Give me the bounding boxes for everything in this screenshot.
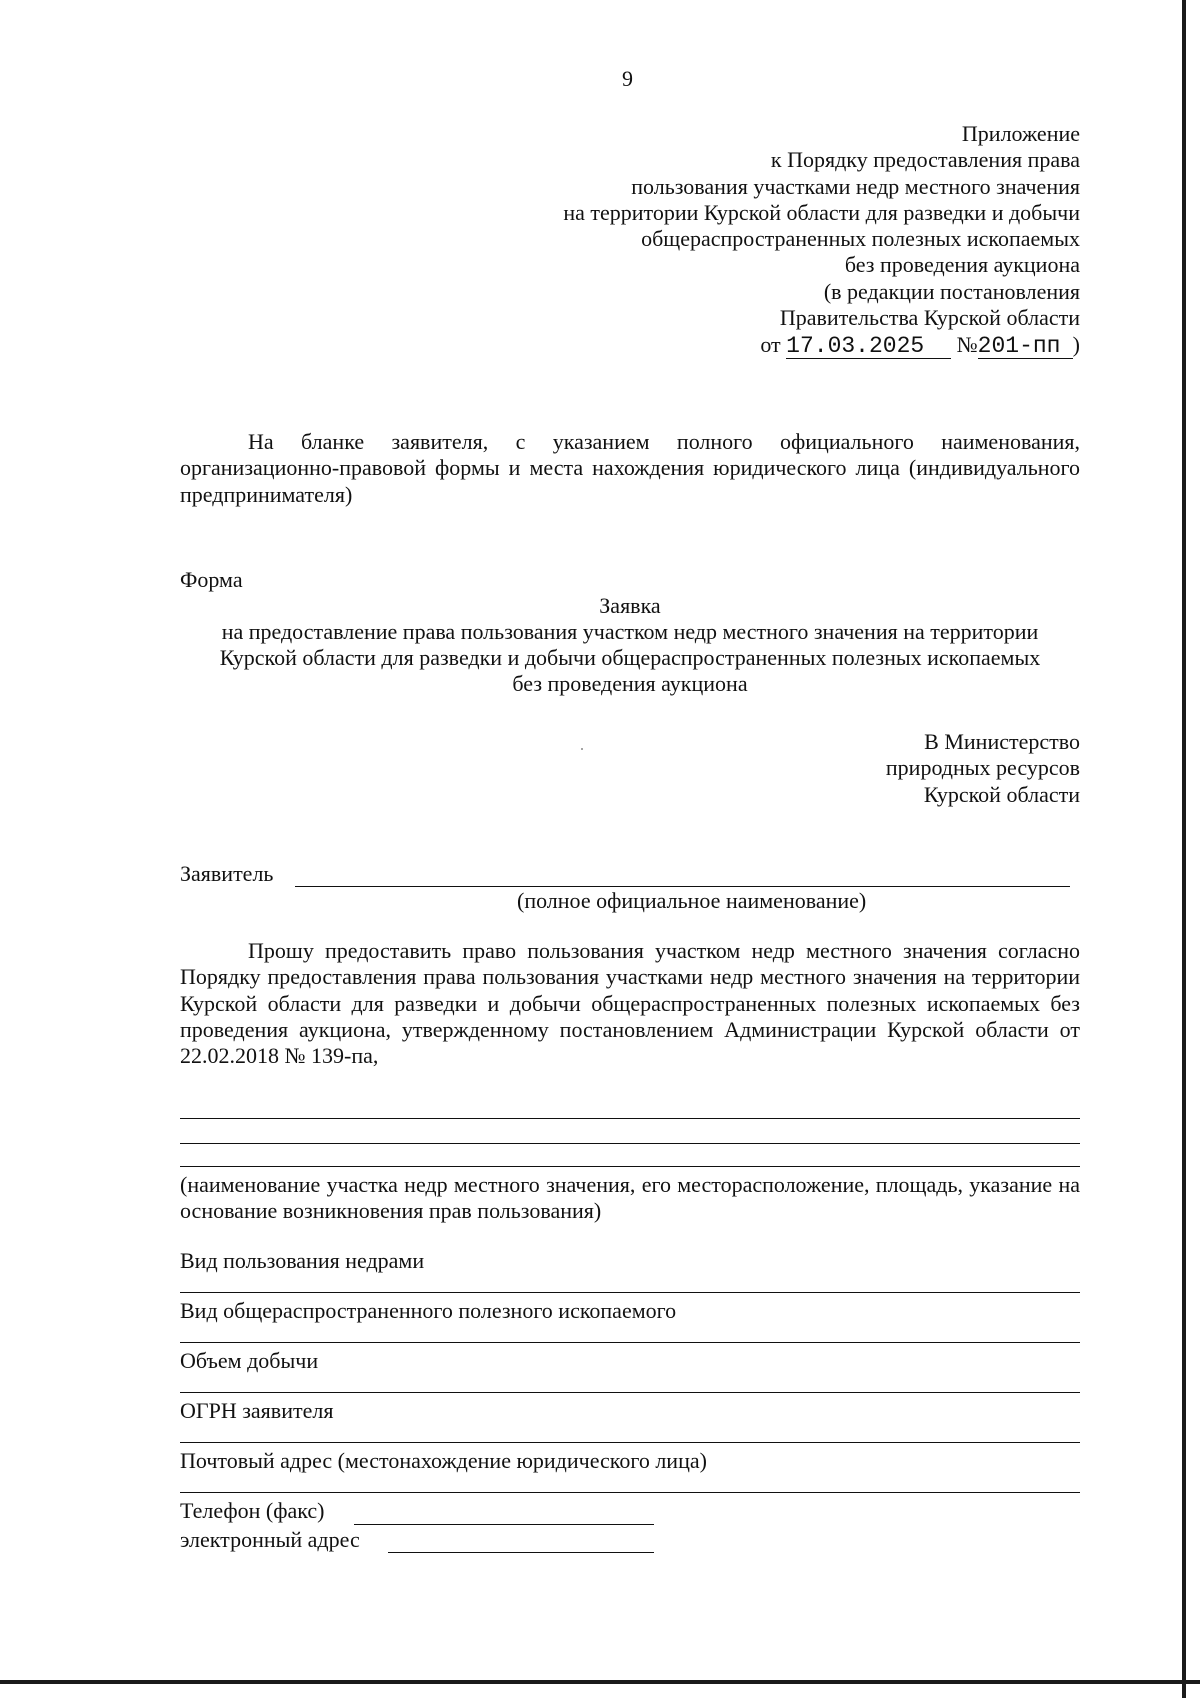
number-prefix: № xyxy=(956,332,978,358)
appendix-line: пользования участками недр местного значения xyxy=(631,173,1080,199)
appendix-line: (в редакции постановления xyxy=(823,278,1080,304)
postal-address-line[interactable] xyxy=(180,1492,1080,1493)
page-border-bottom xyxy=(0,1680,1200,1684)
application-heading: Заявка xyxy=(599,593,661,618)
request-paragraph: Прошу предоставить право пользования участком недр местного значения согласно Порядку предоставления права пользования участками недр местного значения на территории Курской области для разведки и добычи общераспространенных полезных ископаемых без проведения аукциона, утвержденному постановлением Администрации Курской области от 22.02.2018 № 139-па, xyxy=(180,938,1080,1069)
ogrn-label: ОГРН заявителя xyxy=(180,1398,334,1423)
mineral-type-line[interactable] xyxy=(180,1342,1080,1343)
appendix-line: Правительства Курской области xyxy=(779,305,1080,331)
usage-type-label: Вид пользования недрами xyxy=(180,1248,425,1273)
email-label: электронный адрес xyxy=(180,1527,360,1552)
appendix-line: на территории Курской области для разведки и добычи xyxy=(563,199,1080,225)
recipient-line: природных ресурсов xyxy=(885,755,1080,781)
page-border-right xyxy=(1182,0,1186,1698)
volume-line[interactable] xyxy=(180,1392,1080,1393)
appendix-line: Приложение xyxy=(961,121,1080,146)
letterhead-note: На бланке заявителя, с указанием полного официального наименования, организационно-правовой формы и места нахождения юридического лица (индивидуального предпринимателя) xyxy=(180,429,1080,507)
appendix-line: к Порядку предоставления права xyxy=(770,147,1080,173)
resolution-date: 17.03.2025 xyxy=(786,334,951,359)
application-title-line: на предоставление права пользования участком недр местного значения на территории xyxy=(221,619,1039,644)
mineral-type-label: Вид общераспространенного полезного ископаемого xyxy=(180,1298,677,1323)
site-description-line[interactable] xyxy=(180,1143,1080,1144)
closing-paren: ) xyxy=(1072,332,1080,358)
email-line[interactable] xyxy=(388,1552,654,1553)
applicant-hint: (полное официальное наименование) xyxy=(517,888,867,913)
site-description-line[interactable] xyxy=(180,1166,1080,1167)
appendix-block xyxy=(563,121,1080,359)
ogrn-line[interactable] xyxy=(180,1442,1080,1443)
application-title-line: без проведения аукциона xyxy=(512,671,748,696)
phone-label: Телефон (факс) xyxy=(180,1498,325,1523)
phone-line[interactable] xyxy=(354,1524,654,1525)
resolution-number: 201-пп xyxy=(978,334,1073,359)
page-number: 9 xyxy=(622,66,633,91)
recipient-block xyxy=(180,729,1080,808)
volume-label: Объем добычи xyxy=(180,1348,319,1373)
applicant-label: Заявитель xyxy=(180,861,274,886)
date-prefix: от xyxy=(760,332,781,358)
usage-type-line[interactable] xyxy=(180,1292,1080,1293)
form-label: Форма xyxy=(180,567,243,592)
appendix-line: без проведения аукциона xyxy=(844,252,1080,278)
site-hint: (наименование участка недр местного значения, его месторасположение, площадь, указание на основание возникновения прав пользования) xyxy=(180,1172,1080,1224)
postal-address-label: Почтовый адрес (местонахождение юридического лица) xyxy=(180,1448,707,1473)
recipient-line: В Министерство xyxy=(924,729,1080,754)
appendix-date-line xyxy=(563,332,1080,359)
applicant-name-line[interactable] xyxy=(295,886,1070,887)
appendix-line: общераспространенных полезных ископаемых xyxy=(641,226,1080,252)
recipient-line: Курской области xyxy=(923,781,1080,807)
application-title-line: Курской области для разведки и добычи общераспространенных полезных ископаемых xyxy=(219,645,1041,670)
site-description-line[interactable] xyxy=(180,1118,1080,1119)
